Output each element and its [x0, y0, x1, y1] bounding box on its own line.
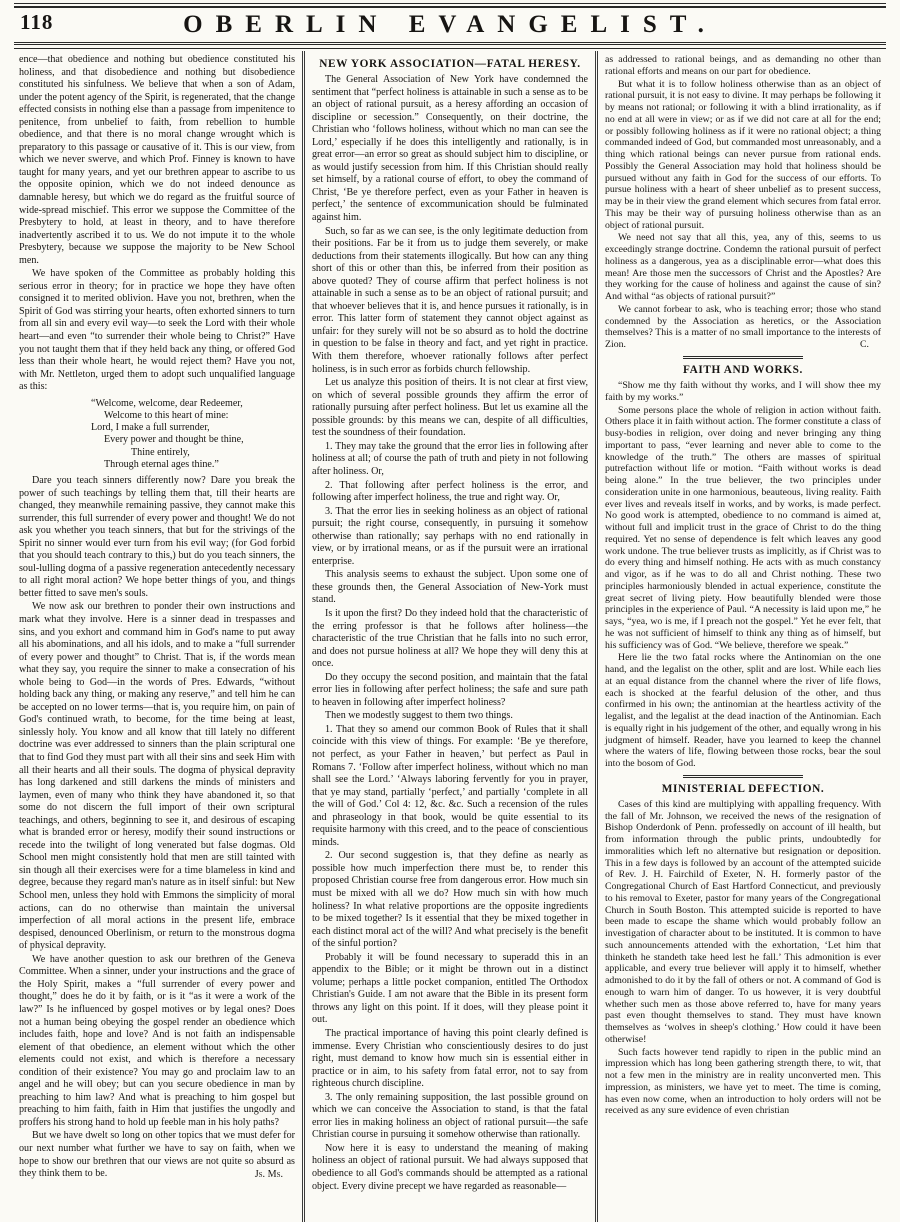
article-paragraph: Cases of this kind are multiplying with appalling frequency. With the fall of Mr. Johnson, we received the news of the resignation of Bishop Onderdonk of Penn. professedly on account of ill health, but from information through the public prints, undoubtedly for immoralities which left no alternative but resignation or deposition. This in a few days is followed by an account of the attempted suicide of Rev. J. H. Fairchild of Exeter, N. H. formerly pastor of the Congregational Church of East Hartford Connecticut, and previously to his removal to Exeter, pastor for many years of the Congregational Church in South Boston. This attempted suicide is reported to have been made to escape the shame which would probably follow an investigation of character about to be instituted. It is common to have such announcements attended with the exhortation, ‘Let him that thinketh he standeth take heed lest he fall.’ This admonition is ever applicable, and every true believer will apply it to himself, whether admonished to do it by the fall of others or not. A command of God is enough to warn him of danger. To us however, it is very doubtful whether such men as those above referred to, have for many years past even thought themselves to stand. They must have known themselves as ‘wolves in sheep's clothing.’ How could it have been otherwise! [605, 798, 881, 1045]
article-heading-faith-and-works: FAITH AND WORKS. [683, 364, 803, 376]
article-paragraph: Let us analyze this position of theirs. It is not clear at first view, on which of several possible grounds they affirm the error of rationally pursuing after perfect holiness. But let us examine all the possible grounds: by this means we can, despite of all difficulties, test the soundness of their foundation. [312, 377, 588, 439]
article-paragraph: We cannot forbear to ask, who is teaching error; those who stand condemned by the Association as heretics, or the Association themselves? This is a matter of no small importance to the interests of Zion. [605, 303, 881, 350]
article-divider-rule [683, 775, 803, 778]
article-paragraph: We have another question to ask our brethren of the Geneva Committee. When a sinner, under your instructions and the grace of the Holy Spirit, makes a “full surrender of every power and thought,” does he do it by faith, or is it “as it were a work of the law?” Is he influenced by gospel motives or by legal ones? Does not a human being obeying the gospel render an obedience which includes faith, hope and love? And is not faith an indispensable element of that obedience, an element without which the other elements could not exist, and which is therefore a necessary condition of their existence? You may go and proclaim law to an angel and he will obey; but can you secure obedience in man by preaching to him law? And what is preaching to him gospel but preaching to him faith, faith in Him that justifies the ungodly and proffers his strong hand to hold up feeble man in his holy paths? [19, 953, 295, 1128]
article-paragraph: Is it upon the first? Do they indeed hold that the characteristic of the erring professor is that he follows after holiness—the characteristic of the true Christian that he falls into no such error, and does not pursue holiness at all? We hope they will deny this at once. [312, 607, 588, 670]
article-paragraph: 1. That they so amend our common Book of Rules that it shall coincide with this view of things. For example: ‘Be ye therefore, not perfect, as your Father in heaven,’ but perfect as Paul in Romans 7. ‘Follow after imperfect holiness, without which no man shall see the Lord.’ ‘Always laboring fervently for you in prayer, that ye may stand, partially ‘perfect,’ and partially ‘complete in all the will of God.’ Col 4: 12, &c. &c. Such a recension of the rules and phraseology in that book, would be quite essential to its requisite harmony with this creed, and to the peace of conscientious minds. [312, 723, 588, 848]
article-paragraph: Then we modestly suggest to them two things. [325, 710, 513, 722]
column-2 [302, 51, 595, 1222]
column-container [12, 51, 888, 1222]
hymn-line: Welcome to this heart of mine: [104, 409, 229, 421]
article-paragraph: The General Association of New York have condemned the sentiment that “perfect holiness is attainable in such a sense as to be an object of rational pursuit, as a heresy affording an occasion of discipline or secession.” Consequently, on their doctrine, the Christian who ‘follows holiness, without which no man can see the Lord,’ especially if he does this intelligently and rationally, is in great error—an error so great as should subject him to discipline, or as would justify secession from him. If this Christian should really set himself, by a rational course of effort, to obey the command of Christ, ‘Be ye therefore perfect, even as your Father in heaven is perfect,’ the sentence of excommunication should be fulminated against him. [312, 74, 588, 224]
article-paragraph: 3. That the error lies in seeking holiness as an object of rational pursuit; the right course, consequently, in pursuing it somehow otherwise than rationally; say perhaps with no end rationally in view, or by irrational means, or as if the pursuit were an irrational enterprise. [312, 505, 588, 567]
article-paragraph: Now here it is easy to understand the meaning of making holiness an object of rational pursuit. We had always supposed that obedience to all God's commands should be attempted as a rational object. Every divine precept we have regarded as reasonable— [312, 1142, 588, 1192]
article-epigraph: “Show me thy faith without thy works, and I will show thee my faith by my works.” [605, 380, 881, 403]
hymn-line: Lord, I make a full surrender, [91, 422, 210, 434]
hymn-line: “Welcome, welcome, dear Redeemer, [91, 397, 243, 409]
masthead [14, 8, 886, 42]
hymn-line: Every power and thought be thine, [104, 434, 244, 446]
column-1 [12, 51, 302, 1222]
article-paragraph: Such, so far as we can see, is the only legitimate deduction from their positions. Far be it from us to judge them severely, or make deductions from their statements illogically. But how can any thing short of this or other than this, be inferred from their position as above quoted? They of course affirm that perfect holiness is not attainable in such a sense as to be an object of rational pursuit; and that whoever believes that it is, and hence pursues it rationally, is in error. This latter form of statement they cannot object against as unfair: for they surely will not be so absurd as to hold the doctrine in question to be false in theory and fact, and yet right in practice. With them therefore, whoever rationally follows after perfect holiness, is in such error as forbids church fellowship. [312, 225, 588, 375]
column-3 [595, 51, 888, 1222]
article-paragraph: 2. Our second suggestion is, that they define as nearly as possible how much imperfection there must be, to render this proposed Christian course free from dangerous error. How much sin must be mixed with all we do? How much sin with how much holiness? In what relative proportions are the opposite ingredients to be mixed together? Is it essential that they be mixed together in each distinct moral act of the will? And what precisely is the benefit of the sinful portion? [312, 850, 588, 950]
masthead-bottom-rule [14, 42, 886, 49]
hymn-quote [91, 398, 295, 471]
article-paragraph: Here lie the two fatal rocks where the Antinomian on the one hand, and the legalist on the other, split and are lost. While each lies at an equal distance from the channel where the river of life flows, each is shocked at the fearful delusion of the other, and thus confirmed in his own; the antinomian at the heartless activity of the legalist, and the legalist at the dead inaction of the Antinomian. Each is equally right in his judgement of the other, and equally wrong in his judgment of himself. Reader, have you learned to keep the channel where the waters of life, flowing between those rocks, bear the soul into the bosom of God. [605, 652, 881, 769]
article-heading-ministerial-defection: MINISTERIAL DEFECTION. [661, 782, 825, 795]
article-paragraph: But we have dwelt so long on other topics that we must defer for our next number what further we have to say on faith, when we hope to show our brethren that our views are not quite so absurd as they think them to be. [19, 1130, 295, 1180]
article-paragraph: ence—that obedience and nothing but obedience constituted his holiness, and that disobedience and nothing but disobedience constituted his sinfulness. We believe that when a son of Adam, under the potent agency of the Spirit, is regenerated, that the change effected consists in nothing else than a passage from impenitence to penitence, from unbelief to faith, from rebellion to humble obedience, and that there is no moral change wrought which is preparatory to this passage or causative of it. This is our view, from which we never swerve, and which Prof. Finney is known to have taught for many years, and yet our brethren appear to ascribe to us the opposite opinion, which we do not indeed denounce as damnable heresy, but which we do regard as the fruitful source of wide-spread mischief. This error we suppose the Committee of the Presbytery to hold, at least in theory, and to have therefore inadvertently ascribed it to us. We do not impute it to the whole Presbytery, because we suppose the majority to be New School men. [19, 54, 295, 266]
article-signature: C. [860, 339, 869, 351]
hymn-line: Through eternal ages thine.” [104, 458, 219, 470]
article-paragraph: 3. The only remaining supposition, the last possible ground on which we can conceive the Association to stand, is that the fatal error lies in making holiness an object of rational pursuit—the safe Christian course in pursuing it somehow otherwise than rationally. [312, 1091, 588, 1141]
article-paragraph: 1. They may take the ground that the error lies in following after holiness at all; of course the path of truth and piety in not following after holiness. Or, [312, 440, 588, 477]
article-paragraph: Probably it will be found necessary to superadd this in an appendix to the Bible; or it might be thrown out in a distinct volume; perhaps a little pocket companion, entitled The Orthodox Christian's Guide. I am not aware that the Bible in its present form throws any light on this point. If it does, will they please point it out. [312, 951, 588, 1026]
masthead-title: OBERLIN EVANGELIST. [183, 11, 717, 38]
article-paragraph: This analysis seems to exhaust the subject. Upon some one of these grounds then, the General Association of New-York must stand. [312, 569, 588, 606]
article-heading-new-york-association: NEW YORK ASSOCIATION—FATAL HERESY. [319, 58, 581, 70]
page-number: 118 [20, 10, 54, 34]
article-paragraph: The practical importance of having this point clearly defined is immense. Every Christian who conscientiously desires to do just right, must demand to know how much sin is essential either in practice or in aim, to his safety from fatal error, not to say from righteous church discipline. [312, 1028, 588, 1090]
article-signature: Js. Ms. [254, 1169, 283, 1181]
article-divider-rule [683, 356, 803, 359]
article-paragraph: Such facts however tend rapidly to ripen in the public mind an impression which has long been gathering strength there, to wit, that not a few men in the ministry are in reality unconverted men. This impression, as ministers, we have yet to meet. The time is coming, has even now come, when an introduction to holy orders will not be received as any sure evidence of even christian [605, 1046, 881, 1117]
article-paragraph: We have spoken of the Committee as probably holding this serious error in theory; for in practice we hope they have often consigned it to merited oblivion. Have you not, brethren, when the Spirit of God was stirring your hearts, often exhorted sinners to turn from all sin and every evil way—to seek the Lord with their whole heart—and even “to surrender their whole being to Christ?” Have you not taught them that if they held back any thing, or offered God less than their whole heart, he would reject them? Have you not, with Mr. Nettleton, urged them to adopt such unqualified language as this: [19, 268, 295, 393]
article-paragraph: 2. That following after perfect holiness is the error, and following after imperfect holiness, the true and right way. Or, [312, 479, 588, 504]
article-paragraph: Dare you teach sinners differently now? Dare you break the power of such teachings by telling them that, till their hearts are changed, they meanwhile remaining passive, they cannot make this surrender, this full surrender of every power and thought! We do not ask you whether you teach sinners, that but for the strivings of the Spirit no sinner would ever turn from his evil way; (for God forbid that you should teach contrary to this,) but do you teach sinners, the soul-lulling dogma of a passive regeneration antecedently necessary to all right moral action? We hope better things of you, and things better fitted to save men's souls. [19, 474, 295, 599]
hymn-line: Thine entirely, [131, 446, 190, 458]
article-paragraph: Do they occupy the second position, and maintain that the fatal error lies in following after perfect holiness; the safe and sure path to heaven in following after imperfect holiness? [312, 671, 588, 708]
article-paragraph: Some persons place the whole of religion in action without faith. Others place it in faith without action. The former constitute a class of busy-bodies in religion, over doing and never bringing any thing important to pass, “ever learning and never able to come to the knowledge of the truth.” The others are masses of spiritual putrefaction without life or motion. “Faith without works is dead being alone.” In the true believer, the two principles under consideration unite in one harmonious, beauteous, living reality. Faith ever lives and reveals itself in works, and by works, is made perfect. No good work is attempted, obedience to no command is aimed at, without full and implicit trust in the grace of Christ to do the thing required. Yet no sense of dependence is felt which leaves any good work undone. The true believer trusts as implicitly, as if Christ was to do every thing and himself nothing. He acts with as much constancy and vigor, as if he was to do all and Christ nothing. These two principles harmoniously blended in actual experience, constitute the great secret of living piety. How beautifully blended were those principles in the experience of Paul. “A necessity is laid upon me,” he says, “yea, wo is me, if I preach not the gospel.” Yet he ever felt, that he was not sufficient of himself to think any thing as of himself, but his sufficiency was of God. “We believe, therefore we speak.” [605, 404, 881, 651]
article-paragraph: We now ask our brethren to ponder their own instructions and mark what they involve. Here is a sinner dead in trespasses and sins, and you exhort and command him in God's name to put away all his abominations, and all his idols, and to make a “full surrender of every power and thought” to Christ. That is, if the words mean what they say, you require the sinner to make a consecration of his whole being to God—in the words of Pres. Edwards, “without holding back any thing, or making any reserve,” and tell him he can be accepted on no lower terms—that is, you require him, on pain of God's continued wrath, to become, for the time being at least, sinlessly holy. You know and all know that till lately no different doctrine was ever addressed to sinners than the plain scriptural one that to find God they must part with all their sins and seek Him with all their hearts and all their souls. The dogma of physical depravity has long darkened and still darkens the minds of ministers and laymen, even of many who think they have abandoned it, so that some do not discern the full import of their own scriptural teachings, and others, beginning to see it, and desirous of escaping what is branded error or heresy, modify their sound instructions or recede into the twilight of long venerated but false dogmas. Old School men might consistently hold that men are still tainted with sin though all their exercises were for a time blameless in kind and degree, because they regard man's nature as in itself sinful: but New School men, unless they hold with Emmons the simplicity of moral actions, can do no otherwise than maintain the universal imperfection of all moral actions in the present life, embrace despised, denounced Oberlinism, or return to the monstrous dogma of physical depravity. [19, 601, 295, 952]
article-paragraph: We need not say that all this, yea, any of this, seems to us exceedingly strange doctrine. Condemn the rational pursuit of perfect holiness as a dangerous, yea as a disciplinable error—what does this mean! Are those men the successors of Christ and the Apostles? Are they working for the cause of holiness and against the cause of sin? And withal “as objects of rational pursuit?” [605, 232, 881, 302]
article-paragraph: But what it is to follow holiness otherwise than as an object of rational pursuit, it is not easy to divine. It may perhaps be following it by means not rational; or following it with a blind irrationality, as if no end at all were in view; or as if we did not care at all for the end; or possibly following holiness as if it were no rational object; a thing commanded indeed of God, but commanded most unreasonably, and a thing which rational beings can never pursue from rational ends. Possibly the General Association may hold that holiness should be pursued without any faith in God for the success of our efforts. To pursue holiness with a heart of sheer unbelief as to present success, may be in their view the grand element which secures from fatal error. This may be their way of pursuing holiness otherwise than as an object of rational pursuit. [605, 78, 881, 231]
article-paragraph: as addressed to rational beings, and as demanding no other than rational efforts and means on our part for obedience. [605, 54, 881, 77]
